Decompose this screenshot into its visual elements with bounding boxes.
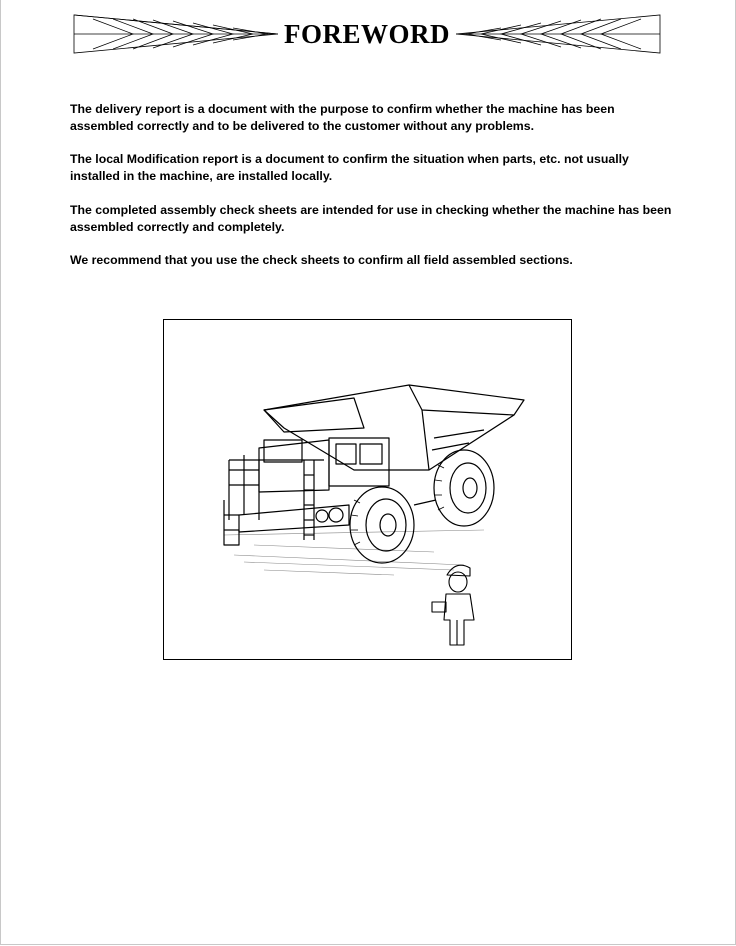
paragraph-modification-report: The local Modification report is a document to confirm the situation when parts, etc. not usually installed in the machine, are installed locally. xyxy=(70,152,629,183)
foreword-banner xyxy=(73,14,661,54)
paragraph-delivery-report: The delivery report is a document with the purpose to confirm whether the machine has been assembled correctly and to be delivered to the customer without any problems. xyxy=(70,102,615,133)
paragraph-recommendation: We recommend that you use the check sheets to confirm all field assembled sections. xyxy=(70,253,573,267)
paragraph-check-sheets: The completed assembly check sheets are intended for use in checking whether the machine has been assembled correctly and completely. xyxy=(70,203,672,234)
dump-truck-figure xyxy=(163,319,572,660)
dump-truck-illustration-icon xyxy=(164,320,571,659)
page-title: FOREWORD xyxy=(284,19,450,49)
